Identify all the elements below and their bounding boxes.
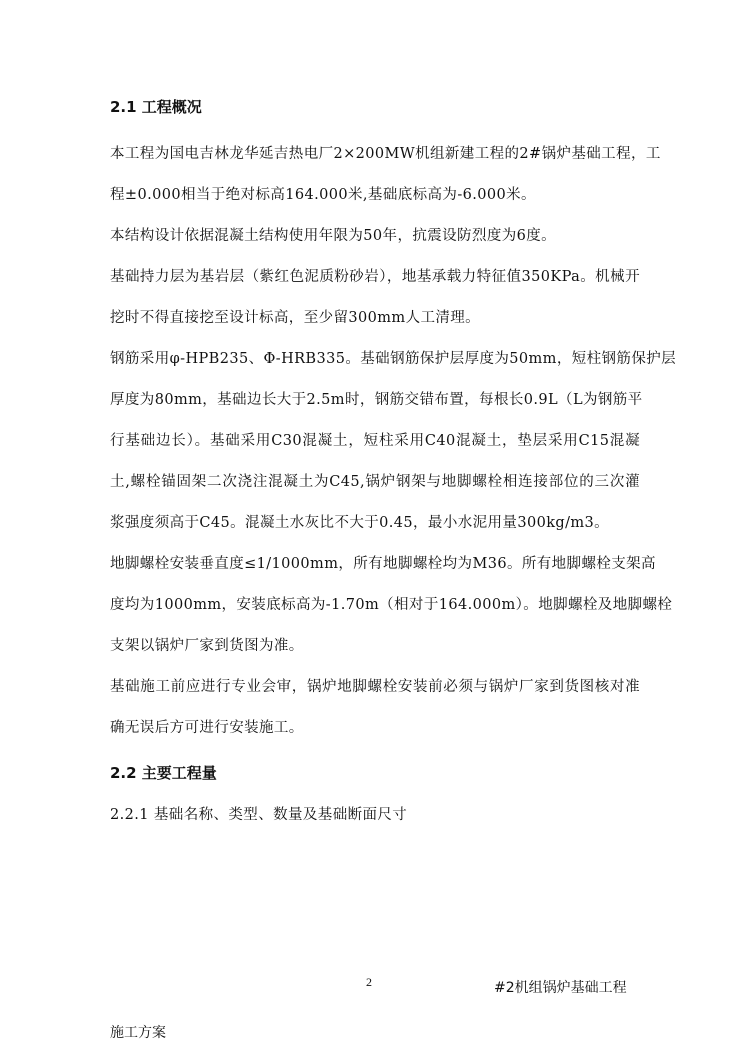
paragraph-line: 度均为1000mm，安装底标高为-1.70m（相对于164.000m）。地脚螺栓及地脚螺栓 [110, 597, 673, 613]
section-2-1-heading: 2.1 工程概况 [110, 98, 202, 116]
footer-document-type: 施工方案 [110, 1025, 166, 1041]
paragraph-line: 土,螺栓锚固架二次浇注混凝土为C45,锅炉钢架与地脚螺栓相连接部位的三次灌 [110, 474, 640, 490]
paragraph-line: 行基础边长）。基础采用C30混凝土，短柱采用C40混凝土，垫层采用C15混凝 [110, 433, 640, 449]
paragraph-line: 支架以锅炉厂家到货图为准。 [110, 638, 304, 654]
paragraph-line: 本结构设计依据混凝土结构使用年限为50年，抗震设防烈度为6度。 [110, 228, 557, 244]
paragraph-line: 挖时不得直接挖至设计标高，至少留300mm人工清理。 [110, 310, 481, 326]
paragraph-line: 程±0.000相当于绝对标高164.000米,基础底标高为-6.000米。 [110, 187, 536, 203]
section-2-2-heading: 2.2 主要工程量 [110, 764, 217, 782]
footer-project-title: #2机组锅炉基础工程 [494, 980, 627, 996]
paragraph-line: 基础持力层为基岩层（紫红色泥质粉砂岩），地基承载力特征值350KPa。机械开 [110, 269, 640, 285]
paragraph-line: 本工程为国电吉林龙华延吉热电厂2×200MW机组新建工程的2#锅炉基础工程，工 [110, 146, 661, 162]
subsection-2-2-1-heading: 2.2.1 基础名称、类型、数量及基础断面尺寸 [110, 807, 408, 823]
paragraph-line: 确无误后方可进行安装施工。 [110, 720, 304, 736]
page-number: 2 [366, 975, 372, 989]
paragraph-line: 基础施工前应进行专业会审，锅炉地脚螺栓安装前必须与锅炉厂家到货图核对准 [110, 679, 640, 695]
paragraph-line: 地脚螺栓安装垂直度≤1/1000mm，所有地脚螺栓均为M36。所有地脚螺栓支架高 [110, 556, 656, 572]
paragraph-line: 钢筋采用φ-HPB235、Φ-HRB335。基础钢筋保护层厚度为50mm，短柱钢筋保护层 [110, 351, 677, 367]
paragraph-line: 浆强度须高于C45。混凝土水灰比不大于0.45，最小水泥用量300kg/m3。 [110, 515, 610, 531]
paragraph-line: 厚度为80mm，基础边长大于2.5m时，钢筋交错布置，每根长0.9L（L为钢筋平 [110, 392, 643, 408]
